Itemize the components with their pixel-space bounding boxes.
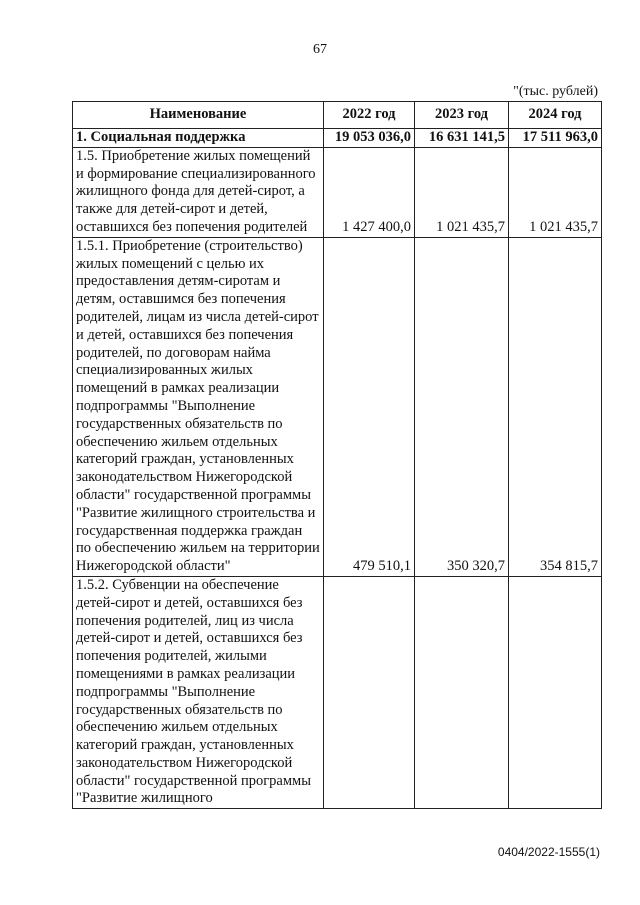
row-value-2023 <box>415 576 509 808</box>
row-value-2024: 17 511 963,0 <box>509 129 602 148</box>
row-value-2022 <box>324 576 415 808</box>
row-value-2023: 1 021 435,7 <box>415 147 509 237</box>
row-value-2024: 354 815,7 <box>509 237 602 576</box>
table-row <box>73 129 602 148</box>
header-name: Наименование <box>73 102 324 129</box>
table-row <box>73 237 602 576</box>
row-value-2023: 16 631 141,5 <box>415 129 509 148</box>
row-value-2023: 350 320,7 <box>415 237 509 576</box>
row-value-2024: 1 021 435,7 <box>509 147 602 237</box>
units-label: "(тыс. рублей) <box>513 84 598 99</box>
header-2022: 2022 год <box>324 102 415 129</box>
row-value-2022: 19 053 036,0 <box>324 129 415 148</box>
table-row <box>73 147 602 237</box>
row-value-2022: 1 427 400,0 <box>324 147 415 237</box>
row-name: 1. Социальная поддержка <box>73 129 324 148</box>
page-number: 67 <box>313 42 327 57</box>
row-name: 1.5. Приобретение жилых помещений и формирование специализированного жилищного фонда для детей-сирот, а также для детей-сирот и детей, оставшихся без попечения родителей <box>73 147 324 237</box>
budget-table <box>72 101 602 809</box>
table-header-row <box>73 102 602 129</box>
row-value-2022: 479 510,1 <box>324 237 415 576</box>
header-2024: 2024 год <box>509 102 602 129</box>
table-row <box>73 576 602 808</box>
row-value-2024 <box>509 576 602 808</box>
header-2023: 2023 год <box>415 102 509 129</box>
row-name: 1.5.1. Приобретение (строительство) жилых помещений с целью их предоставления детям-сиротам и детям, оставшимся без попечения родителей, лицам из числа детей-сирот и детей, оставшихся без попечения родителей, по договорам найма специализированных жилых помещений в рамках реализации подпрограммы "Выполнение государственных обязательств по обеспечению жильем отдельных категорий граждан, установленных законодательством Нижегородской области" государственной программы "Развитие жилищного строительства и государственная поддержка граждан по обеспечению жильем на территории Нижегородской области" <box>73 237 324 576</box>
row-name: 1.5.2. Субвенции на обеспечение детей-сирот и детей, оставшихся без попечения родителей, лиц из числа детей-сирот и детей, оставшихся без попечения родителей, жилыми помещениями в рамках реализации подпрограммы "Выполнение государственных обязательств по обеспечению жильем отдельных категорий граждан, установленных законодательством Нижегородской области" государственной программы "Развитие жилищного <box>73 576 324 808</box>
document-code: 0404/2022-1555(1) <box>497 845 600 859</box>
